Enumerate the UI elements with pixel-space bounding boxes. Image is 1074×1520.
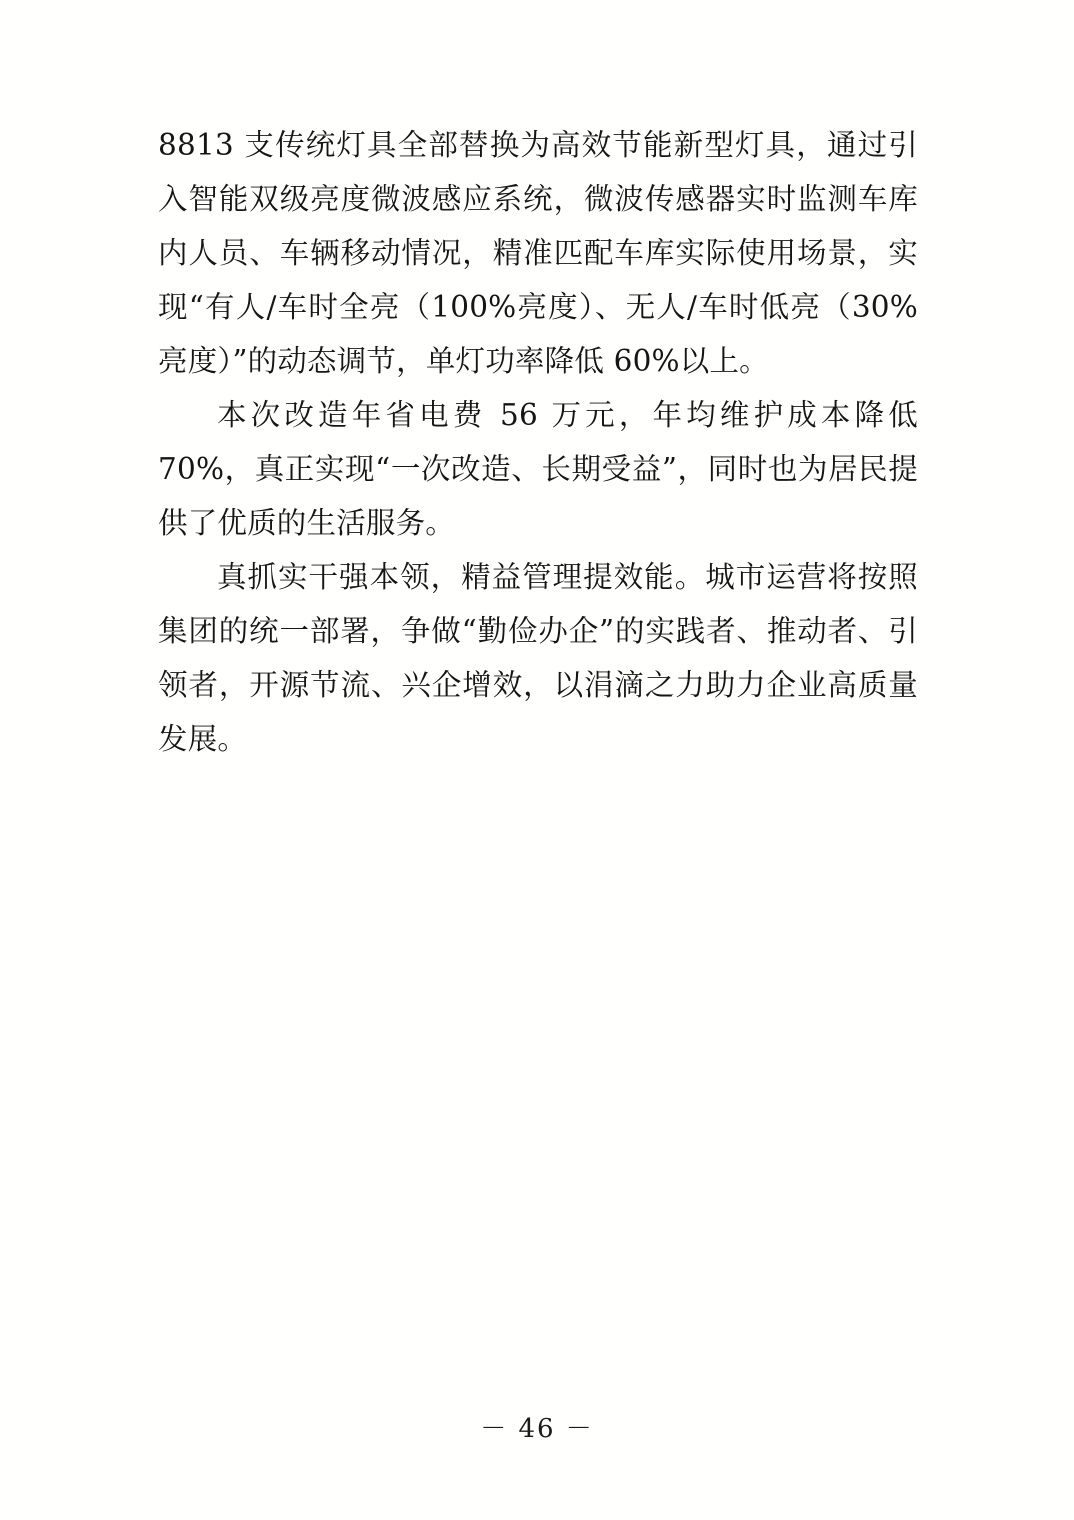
paragraph-1: 8813 支传统灯具全部替换为高效节能新型灯具，通过引入智能双级亮度微波感应系统，微波传感器实时监测车库内人员、车辆移动情况，精准匹配车库实际使用场景，实现“有人/车时全亮（100%亮度）、无人/车时低亮（30%亮度）”的动态调节，单灯功率降低 60%以上。 (158, 128, 918, 378)
paragraph-2: 本次改造年省电费 56 万元，年均维护成本降低 70%，真正实现“一次改造、长期受益”，同时也为居民提供了优质的生活服务。 (158, 398, 918, 540)
paragraph-3: 真抓实干强本领，精益管理提效能。城市运营将按照集团的统一部署，争做“勤俭办企”的实践者、推动者、引领者，开源节流、兴企增效，以涓滴之力助力企业高质量发展。 (158, 560, 918, 756)
page-number: － 46 － (480, 1414, 594, 1444)
page-body (158, 118, 918, 766)
